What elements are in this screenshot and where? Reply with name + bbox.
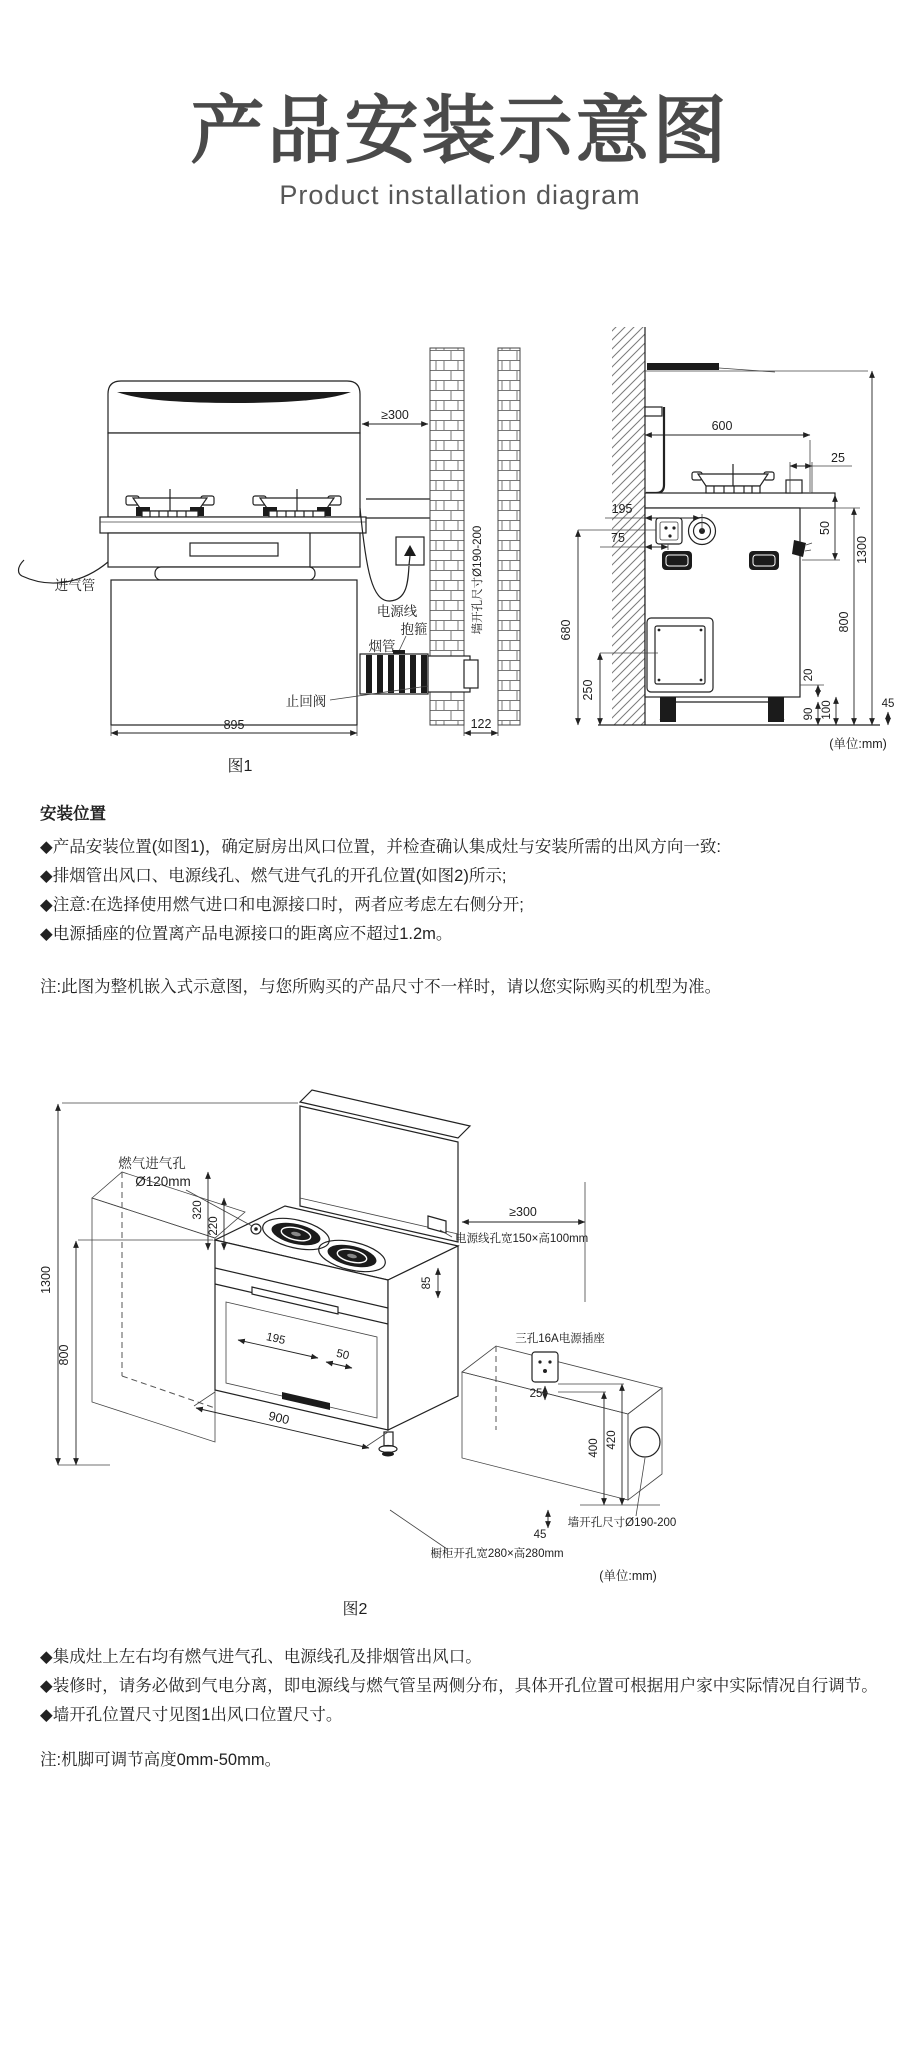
drawer-handle (155, 567, 315, 580)
figure1-installation-drawing (0, 250, 920, 795)
integrated-stove-isometric (215, 1090, 470, 1457)
bottom-note-item: ◆装修时，请务必做到气电分离，即电源线与燃气管呈两侧分布，具体开孔位置可根据用户家中实际情况自行调节。 (40, 1677, 878, 1695)
install-note-item: ◆产品安装位置(如图1)，确定厨房出风口位置，并检查确认集成灶与安装所需的出风方向一致: (40, 838, 721, 856)
dim-800: 800 (837, 611, 851, 633)
gas-hole-label: 燃气进气孔 (118, 1156, 186, 1171)
figure1-side-view (559, 327, 894, 725)
dim-1300: 1300 (855, 536, 869, 564)
dim-50: 50 (818, 521, 832, 535)
socket-icon (532, 1352, 558, 1382)
figure1-front-view (19, 381, 431, 736)
figure2-isometric-drawing (0, 1040, 920, 1640)
page-subtitle: Product installation diagram (279, 179, 641, 210)
duct-line (646, 407, 664, 493)
install-notes-heading: 安装位置 (40, 805, 106, 823)
install-notes-disclaimer: 注:此图为整机嵌入式示意图，与您所购买的产品尺寸不一样时，请以您实际购买的机型为准。 (40, 978, 722, 996)
dim-320: 320 (192, 1200, 204, 1220)
dim-90: 90 (803, 707, 815, 721)
foot-adjust-note: 注:机脚可调节高度0mm-50mm。 (40, 1751, 282, 1769)
fig1-unit-note: (单位:mm) (829, 737, 887, 751)
dim-220: 220 (208, 1216, 220, 1236)
dim-800-fig2: 800 (57, 1344, 71, 1366)
dim-195-fig2: 195 (264, 1331, 287, 1348)
bottom-note-item: ◆集成灶上左右均有燃气进气孔、电源线孔及排烟管出风口。 (40, 1648, 482, 1666)
wall-hole-label-fig2: 墙开孔尺寸Ø190-200 (567, 1517, 677, 1529)
hood-flap (647, 363, 719, 370)
clamp-label: 抱箍 (400, 622, 428, 637)
dim-75: 75 (611, 531, 625, 545)
dim-895: 895 (223, 718, 245, 732)
dim-600: 600 (711, 419, 733, 433)
dim-25-fig2: 25 (529, 1388, 543, 1400)
fig1-caption: 图1 (227, 758, 253, 775)
dim-1300-fig2: 1300 (39, 1266, 53, 1294)
page-title: 产品安装示意图 (190, 89, 730, 172)
foot-left (660, 697, 676, 722)
header (0, 89, 920, 211)
dim-20: 20 (803, 668, 815, 682)
dim-min-gap-fig2: ≥300 (509, 1205, 537, 1219)
gas-hole-size-label: Ø120mm (135, 1174, 191, 1189)
dim-100: 100 (821, 700, 833, 720)
dim-195: 195 (611, 502, 633, 516)
burner-side-icon (692, 464, 802, 493)
dim-122: 122 (470, 717, 492, 731)
bottom-notes (40, 1643, 896, 1775)
dim-680: 680 (559, 619, 573, 641)
smoke-duct-icon (360, 654, 428, 694)
install-note-item: ◆注意:在选择使用燃气进口和电源接口时，两者应考虑左右侧分开; (40, 896, 524, 914)
bottom-note-item: ◆墙开孔位置尺寸见图1出风口位置尺寸。 (40, 1706, 343, 1724)
install-note-item: ◆排烟管出风口、电源线孔、燃气进气孔的开孔位置(如图2)所示; (40, 867, 507, 885)
hatched-wall (612, 327, 645, 725)
cabinet-hole-label: 橱柜开孔宽280×高280mm (430, 1548, 564, 1560)
dim-400: 400 (588, 1438, 600, 1458)
fig2-unit-note: (单位:mm) (599, 1569, 657, 1583)
dim-min-gap: ≥300 (381, 408, 409, 422)
dim-45: 45 (881, 698, 895, 710)
install-note-item: ◆电源插座的位置离产品电源接口的距离应不超过1.2m。 (40, 925, 453, 943)
dim-25: 25 (831, 451, 845, 465)
dim-45-fig2: 45 (533, 1529, 547, 1541)
gas-inlet-pipe-label: 进气管 (54, 578, 96, 593)
dim-420: 420 (606, 1430, 618, 1450)
wall-hole-size-label: 墙开孔尺寸Ø190-200 (472, 525, 484, 635)
control-panel-slot (190, 543, 278, 556)
fig2-caption: 图2 (342, 1601, 368, 1618)
access-panel (647, 618, 713, 692)
power-outlet-icon (396, 537, 424, 565)
smoke-pipe-label: 烟管 (368, 639, 396, 654)
right-cabinet-outline (462, 1346, 662, 1500)
install-notes (40, 800, 896, 1002)
check-valve-label: 止回阀 (285, 694, 327, 709)
adjustable-foot (379, 1432, 397, 1457)
dim-50-fig2: 50 (335, 1347, 351, 1363)
power-hole-label: 电源线孔宽150×高100mm (455, 1233, 589, 1245)
dim-85: 85 (421, 1276, 433, 1290)
foot-right (768, 697, 784, 722)
dim-250: 250 (581, 679, 595, 701)
power-cord-label: 电源线 (376, 604, 418, 619)
wall-hole-circle (630, 1427, 660, 1457)
dim-900: 900 (267, 1408, 291, 1428)
plug-icon (792, 540, 812, 557)
socket-label: 三孔16A电源插座 (515, 1333, 605, 1345)
